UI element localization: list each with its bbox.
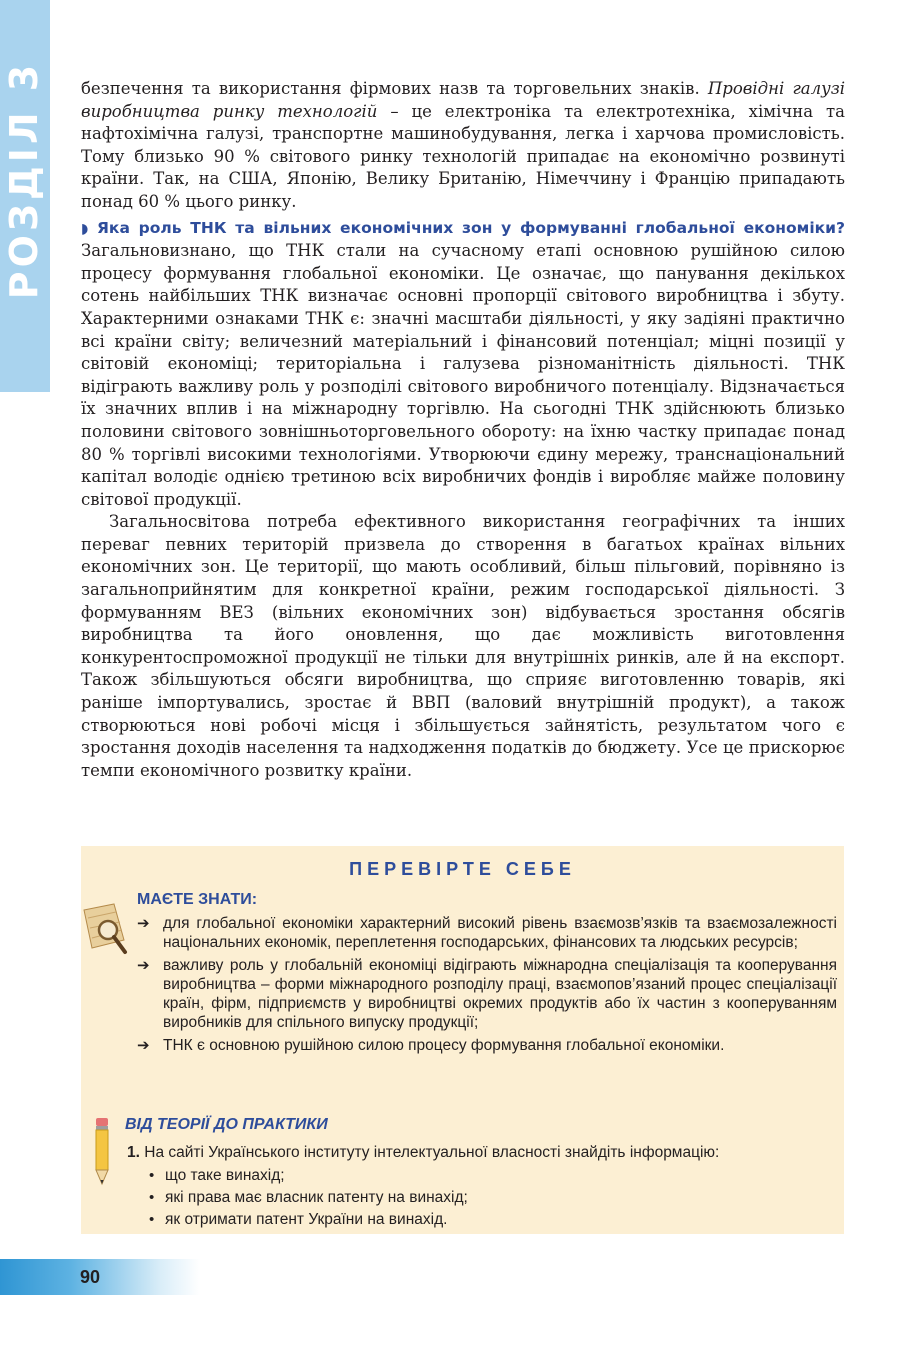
- question-title: Яка роль ТНК та вільних економічних зон у формуванні глобальної економіки?: [97, 218, 846, 237]
- bullet-icon: •: [149, 1189, 155, 1206]
- paragraph-text: – це електроніка та електротехніка, хімічна та нафтохімічна галузі, транспортне машинобудування, легка і харчова промисловість. Тому близько 90 % світового ринку технологій припадає на економічно розвинуті країни. Так, на США, Японію, Велику Британію, Німеччину і Францію припадають понад 60 % цього ринку.: [81, 101, 845, 211]
- task-list: [127, 1165, 837, 1231]
- question-bullet-icon: ◗: [81, 220, 89, 237]
- check-yourself-box: [81, 846, 844, 1234]
- section-label: РОЗДІЛ 3: [2, 60, 46, 300]
- practice-task: [127, 1142, 837, 1231]
- bullet-icon: •: [149, 1211, 155, 1228]
- italic-term: Провідні галузі виробництва ринку технологій: [81, 79, 845, 121]
- list-item: [127, 1187, 837, 1209]
- section-side-tab: [0, 0, 50, 392]
- task-number: 1.: [127, 1144, 140, 1161]
- list-item: [137, 956, 837, 1032]
- must-know-list: [137, 914, 837, 1059]
- task-text: На сайті Українського інституту інтелектуальної власності знайдіть інформацію:: [144, 1144, 720, 1161]
- check-yourself-title: ПЕРЕВІРТЕ СЕБЕ: [349, 859, 576, 879]
- paragraph-technology-market: [81, 78, 845, 214]
- list-item-text: важливу роль у глобальній економіці відіграють міжнародна спеціалізація та кооперування виробництва – форми міжнародного розподілу праці, взаємопов’язаний процес спеціалізації країн, фірм, підприємств у виробництві окремих продуктів або їх частин з коопeруванням виробників для спільного випуску продукції;: [163, 957, 837, 1031]
- list-item-text: які права має власник патенту на винахід;: [165, 1189, 468, 1206]
- arrow-icon: ➔: [137, 956, 150, 974]
- list-item-text: що таке винахід;: [165, 1167, 285, 1184]
- must-know-title: МАЄТЕ ЗНАТИ:: [137, 891, 258, 908]
- task-line: [127, 1142, 837, 1163]
- map-magnifier-icon: [80, 900, 130, 960]
- list-item: [127, 1165, 837, 1187]
- paragraph-tnc-question: [81, 217, 845, 512]
- list-item-text: як отримати патент України на винахід.: [165, 1211, 448, 1228]
- list-item: [137, 1036, 837, 1055]
- paragraph-text: безпечення та використання фірмових назв та торговельних знаків.: [81, 79, 708, 98]
- page-number: 90: [80, 1267, 101, 1287]
- list-item: [137, 914, 837, 952]
- list-item: [127, 1209, 837, 1231]
- list-item-text: для глобальної економіки характерний високий рівень взаємозв’язків та взаємозалежності національних економік, переплетення господарських, фінансових та людських ресурсів;: [163, 915, 837, 951]
- paragraph-text: Загальновизнано, що ТНК стали на сучасному етапі основною рушійною силою процесу формування глобальної економіки. Це означає, що панування декількох сотень найбільших ТНК визначає основні пропорції світового виробництва і збуту. Характерними ознаками ТНК є: значні масштаби діяльності, у яку задіяні практично всі країни світу; величезний матеріальний і фінансовий потенціал; міцні позиції у світовій економіці; територіальна і галузева різноманітність діяльності. ТНК відіграють важливу роль у розподілі світового виробничого потенціалу. Відзначається їх значних вплив і на міжнародну торгівлю. На сьогодні ТНК здійснюють близько половини світового зовнішньоторговельного обороту: на їхню частку припадає понад 80 % торгівлі високими технологіями. Утворюючи єдину мережу, транснаціональний капітал володіє однією третиною всіх виробничих фондів і виробляє майже половину світової продукції.: [81, 241, 845, 509]
- paragraph-free-economic-zones: Загальносвітова потреба ефективного використання географічних та інших переваг певних територій призвела до створення в багатьох країнах вільних економічних зон. Це території, що мають особливий, більш пільговий, порівняно із загальноприйнятим для конкретної країни, режим господарської діяльності. З формуванням ВЕЗ (вільних економічних зон) відбувається зростання обсягів виробництва та його оновлення, що дає можливість виготовлення конкурентоспроможної продукції не тільки для внутрішніх ринків, але й на експорт. Також збільшуються обсяги виробництва, що сприяє виготовленню товарів, які раніше імпортувались, зростає й ВВП (валовий внутрішній продукт), а також створюються нові робочі місця і збільшується зайнятість, результатом чого є зростання доходів населення та надходження податків до бюджету. Усе це прискорює темпи економічного розвитку країни.: [81, 512, 845, 780]
- arrow-icon: ➔: [137, 1036, 150, 1054]
- arrow-icon: ➔: [137, 914, 150, 932]
- pencil-icon: [88, 1116, 118, 1188]
- main-text: [81, 78, 845, 782]
- bullet-icon: •: [149, 1167, 155, 1184]
- theory-to-practice-title: ВІД ТЕОРІЇ ДО ПРАКТИКИ: [125, 1116, 328, 1133]
- list-item-text: ТНК є основною рушійною силою процесу формування глобальної економіки.: [163, 1037, 725, 1054]
